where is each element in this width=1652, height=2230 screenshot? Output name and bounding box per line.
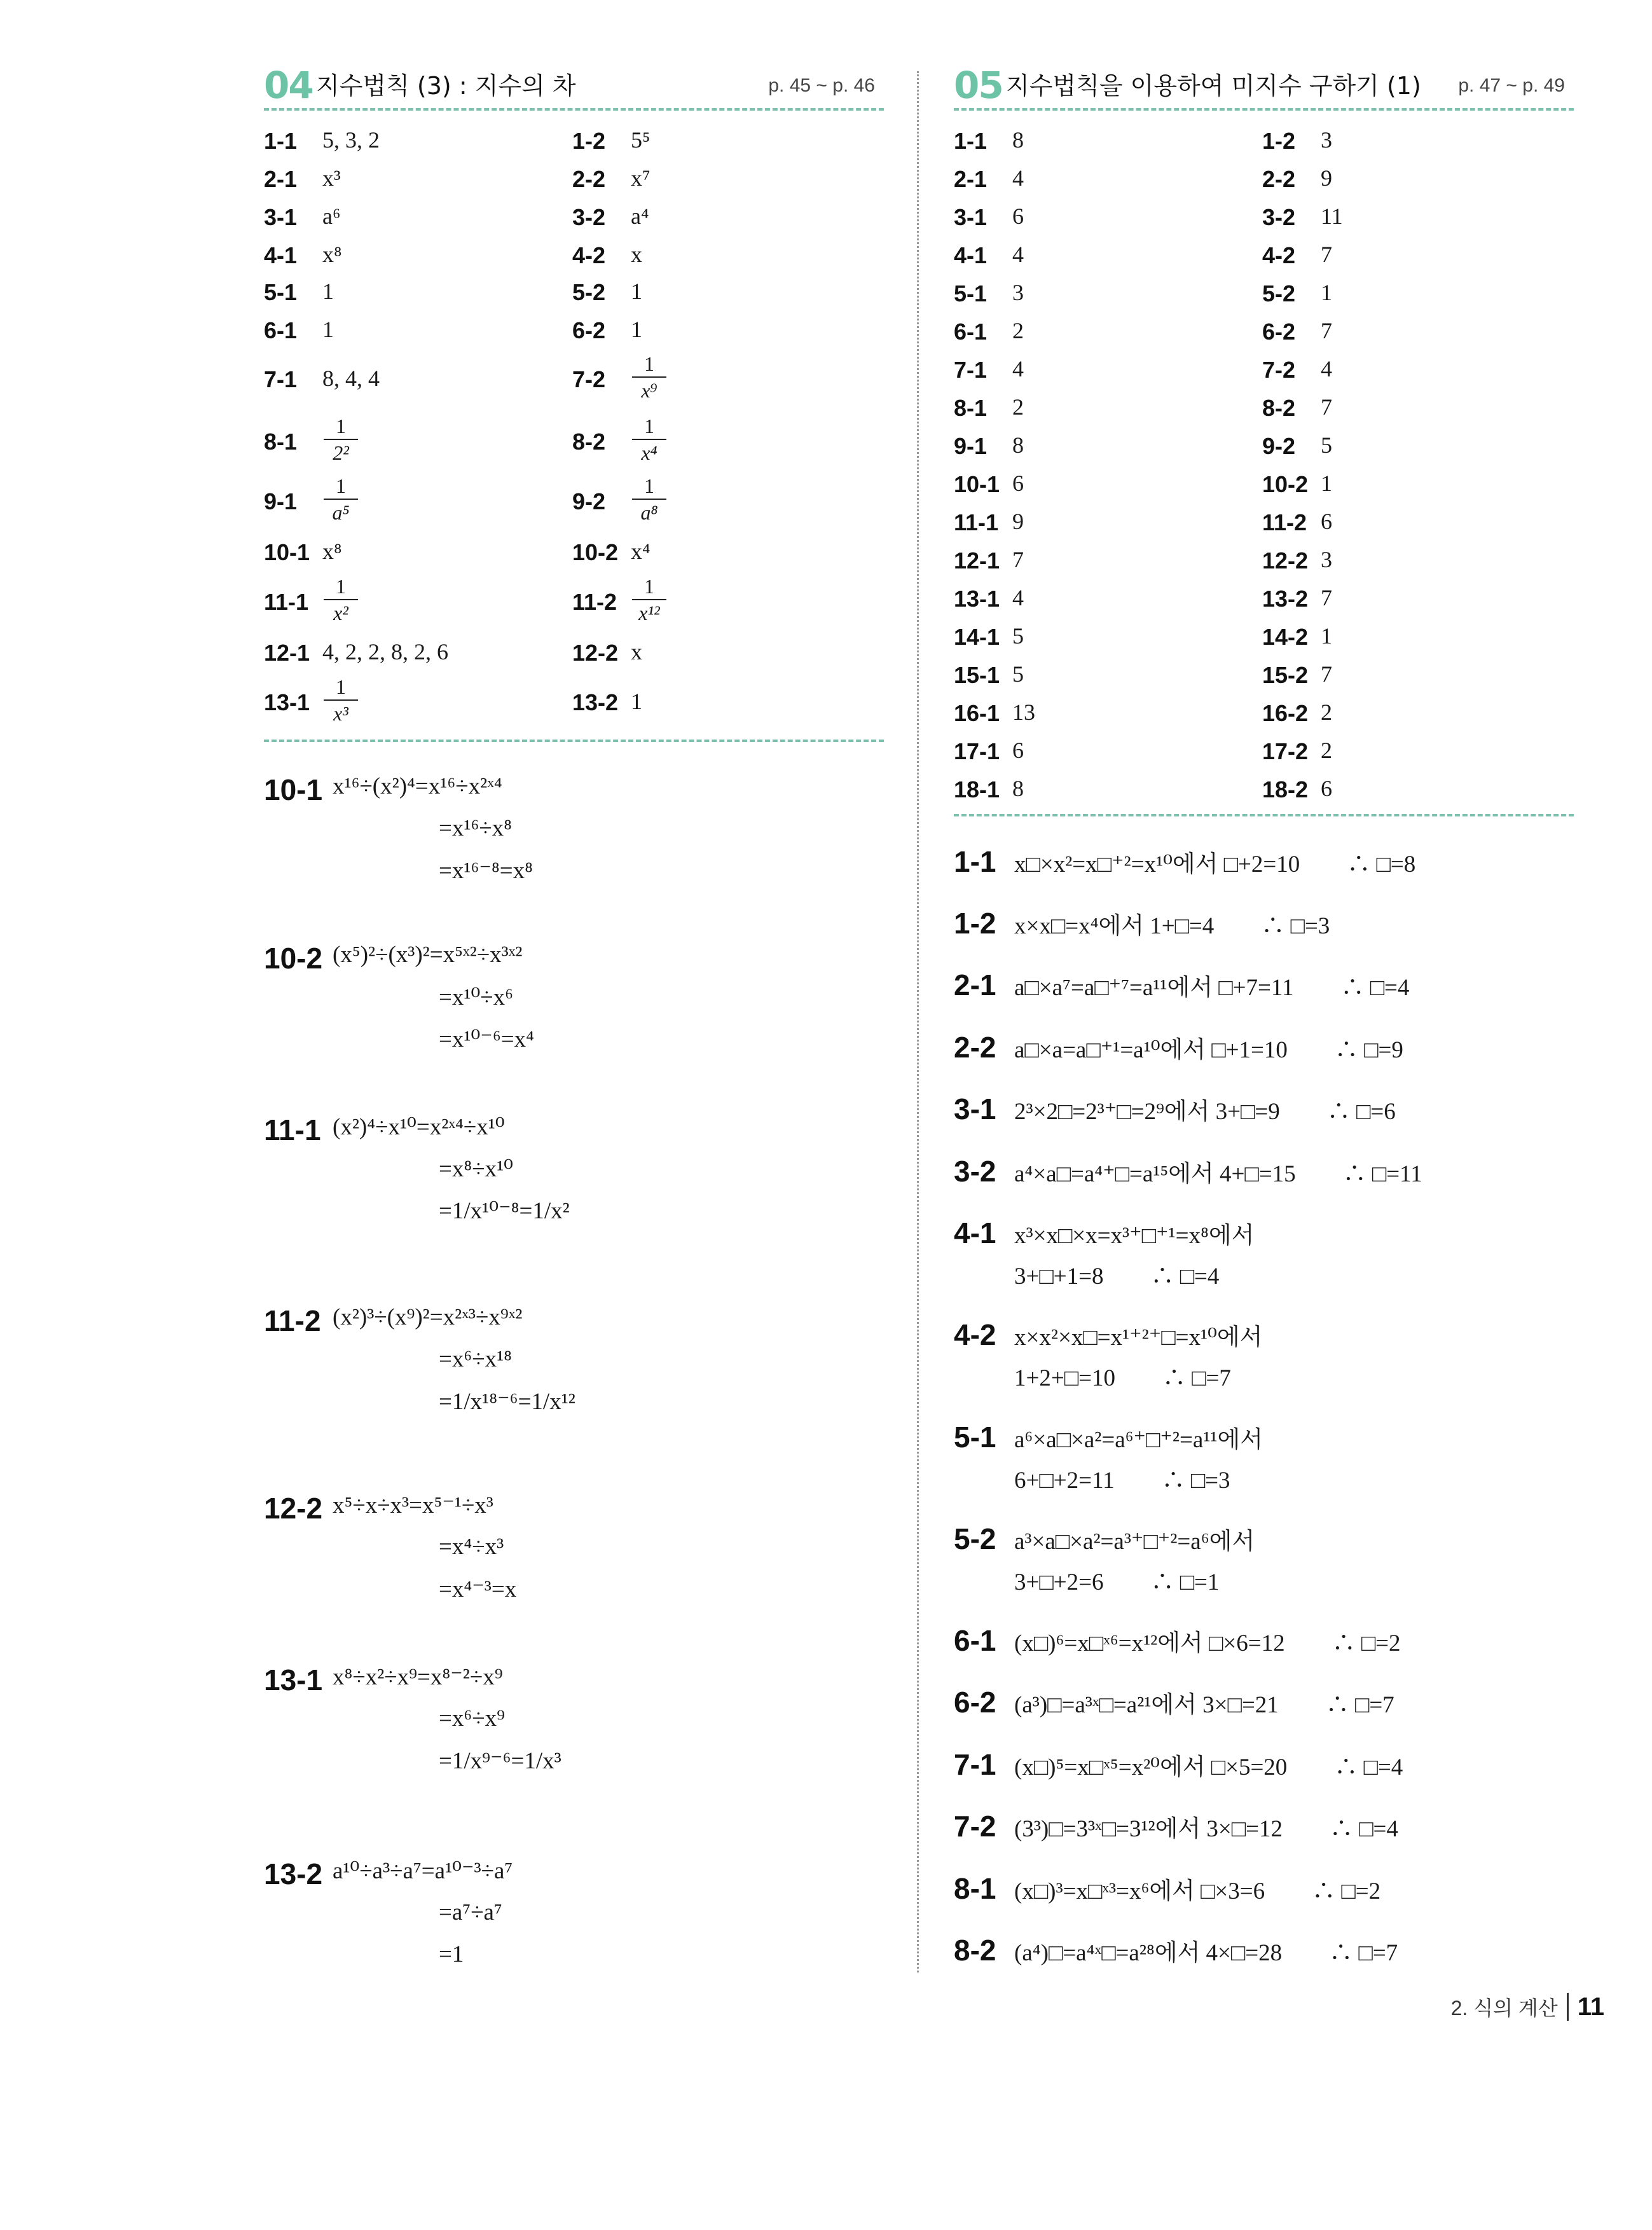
answer-label: 7-2 bbox=[1262, 357, 1296, 383]
solution-line: (3³)□=3³ˣ□=3¹²에서 3×□=12 ∴ □=4 bbox=[1014, 1816, 1398, 1842]
section-04-header bbox=[264, 64, 884, 111]
solution-label: 3-1 bbox=[954, 1092, 996, 1125]
answer-label: 1-1 bbox=[954, 128, 988, 154]
answer-value: 2 bbox=[1012, 394, 1024, 420]
answer-label: 12-2 bbox=[1262, 547, 1309, 574]
answer-label: 2-2 bbox=[572, 166, 606, 192]
answer-label: 2-2 bbox=[1262, 166, 1296, 192]
answer-fraction bbox=[632, 413, 666, 465]
answer-value: 1 bbox=[1321, 471, 1332, 496]
answer-value: 4, 2, 2, 8, 2, 6 bbox=[322, 639, 448, 664]
answer-value: x⁴ bbox=[631, 539, 650, 564]
solution-line: 6+□+2=11 ∴ □=3 bbox=[1014, 1468, 1230, 1494]
answer-label: 3-2 bbox=[1262, 204, 1296, 230]
solution-line: a³×a□×a²=a³⁺□⁺²=a⁶에서 bbox=[1014, 1529, 1255, 1555]
section-number: 05 bbox=[954, 64, 1003, 107]
answer-label: 12-1 bbox=[264, 640, 310, 666]
answer-label: 17-1 bbox=[954, 738, 1000, 764]
answer-label: 13-2 bbox=[1262, 586, 1309, 612]
solution-line: x¹⁶÷(x²)⁴=x¹⁶÷x²ˣ⁴ bbox=[333, 773, 502, 799]
fraction-numerator: 1 bbox=[632, 574, 666, 600]
answer-value: 11 bbox=[1321, 203, 1343, 229]
fraction-numerator: 1 bbox=[324, 674, 358, 701]
answer-label: 2-1 bbox=[954, 166, 988, 192]
solution-line: =1/x⁹⁻⁶=1/x³ bbox=[439, 1748, 561, 1774]
solution-label: 8-2 bbox=[954, 1934, 996, 1967]
answer-label: 4-2 bbox=[572, 242, 606, 268]
answer-label: 7-1 bbox=[954, 357, 988, 383]
answer-label: 11-2 bbox=[572, 589, 617, 615]
answer-value: 5, 3, 2 bbox=[322, 127, 380, 153]
solution-line: (x²)³÷(x⁹)²=x²ˣ³÷x⁹ˣ² bbox=[333, 1304, 523, 1330]
answer-label: 3-2 bbox=[572, 204, 606, 230]
answer-value: 4 bbox=[1012, 165, 1024, 191]
answer-value: 1 bbox=[1321, 280, 1332, 305]
answer-label: 15-1 bbox=[954, 662, 1000, 688]
solution-line: =x⁶÷x⁹ bbox=[439, 1705, 505, 1731]
answer-label: 4-1 bbox=[954, 242, 988, 268]
answer-value: x⁸ bbox=[322, 242, 342, 267]
answer-value: 2 bbox=[1012, 318, 1024, 343]
solution-label: 10-1 bbox=[264, 773, 323, 806]
section-title: 지수법칙을 이용하여 미지수 구하기 (1) bbox=[1006, 72, 1421, 100]
answer-label: 7-2 bbox=[572, 366, 606, 392]
answer-value: 1 bbox=[631, 689, 642, 714]
answer-label: 6-2 bbox=[1262, 319, 1296, 345]
answer-label: 1-2 bbox=[572, 128, 606, 154]
solution-line: =x¹⁶÷x⁸ bbox=[439, 815, 513, 841]
answer-value: 5 bbox=[1321, 432, 1332, 458]
answer-label: 6-1 bbox=[264, 317, 298, 343]
answer-label: 12-2 bbox=[572, 640, 619, 666]
answer-value: 6 bbox=[1321, 776, 1332, 801]
solution-label: 6-1 bbox=[954, 1624, 996, 1657]
fraction-numerator: 1 bbox=[324, 473, 358, 500]
solution-line: x×x²×x□=x¹⁺²⁺□=x¹⁰에서 bbox=[1014, 1325, 1263, 1351]
answer-label: 1-1 bbox=[264, 128, 298, 154]
solution-label: 4-2 bbox=[954, 1318, 996, 1351]
answer-value: 1 bbox=[631, 317, 642, 342]
answer-value: 7 bbox=[1321, 585, 1332, 610]
answer-label: 13-2 bbox=[572, 689, 619, 715]
solution-line: a□×a⁷=a□⁺⁷=a¹¹에서 □+7=11 ∴ □=4 bbox=[1014, 975, 1410, 1001]
solution-line: =x¹⁰⁻⁶=x⁴ bbox=[439, 1026, 534, 1052]
answer-value: 2 bbox=[1321, 738, 1332, 763]
answer-value: 4 bbox=[1012, 356, 1024, 382]
answer-value: 4 bbox=[1012, 242, 1024, 267]
solution-line: x⁵÷x÷x³=x⁵⁻¹÷x³ bbox=[333, 1492, 493, 1518]
answer-value: 6 bbox=[1012, 738, 1024, 763]
answer-value: 8 bbox=[1012, 432, 1024, 458]
answer-label: 6-2 bbox=[572, 317, 606, 343]
solution-line: 1+2+□=10 ∴ □=7 bbox=[1014, 1365, 1231, 1391]
answer-label: 11-1 bbox=[264, 589, 309, 615]
answer-value: 1 bbox=[1321, 623, 1332, 649]
solution-line: =a⁷÷a⁷ bbox=[439, 1899, 502, 1925]
solution-line: a⁴×a□=a⁴⁺□=a¹⁵에서 4+□=15 ∴ □=11 bbox=[1014, 1161, 1422, 1187]
solution-label: 8-1 bbox=[954, 1872, 996, 1905]
answer-label: 8-2 bbox=[1262, 395, 1296, 421]
section-number: 04 bbox=[264, 64, 313, 107]
answer-label: 10-2 bbox=[1262, 471, 1309, 497]
solution-line: a⁶×a□×a²=a⁶⁺□⁺²=a¹¹에서 bbox=[1014, 1427, 1263, 1453]
section-title: 지수법칙 (3) : 지수의 차 bbox=[316, 72, 576, 100]
answer-label: 16-1 bbox=[954, 700, 1000, 726]
answer-label: 11-1 bbox=[954, 509, 999, 535]
solution-line: =x⁶÷x¹⁸ bbox=[439, 1346, 513, 1372]
answer-value: 8 bbox=[1012, 127, 1024, 153]
answer-label: 1-2 bbox=[1262, 128, 1296, 154]
solution-line: (x□)⁶=x□ˣ⁶=x¹²에서 □×6=12 ∴ □=2 bbox=[1014, 1630, 1401, 1656]
answer-value: 7 bbox=[1321, 242, 1332, 267]
solution-label: 3-2 bbox=[954, 1155, 996, 1188]
answer-value: 6 bbox=[1012, 471, 1024, 496]
solution-line: =x¹⁰÷x⁶ bbox=[439, 984, 513, 1010]
solution-line: (x⁵)²÷(x³)²=x⁵ˣ²÷x³ˣ² bbox=[333, 942, 523, 968]
fraction-denominator: x⁹ bbox=[641, 379, 657, 402]
answer-label: 13-1 bbox=[954, 586, 1000, 612]
answer-value: 1 bbox=[322, 317, 334, 342]
solution-line: a□×a=a□⁺¹=a¹⁰에서 □+1=10 ∴ □=9 bbox=[1014, 1037, 1403, 1063]
answer-value: 3 bbox=[1321, 127, 1332, 153]
fraction-denominator: 2² bbox=[333, 441, 349, 464]
answer-value: 3 bbox=[1012, 280, 1024, 305]
answer-label: 5-1 bbox=[954, 280, 988, 306]
fraction-denominator: a⁸ bbox=[640, 501, 658, 524]
page-number: 11 bbox=[1567, 1993, 1604, 2021]
answer-label: 10-1 bbox=[264, 539, 310, 565]
solution-line: (x□)³=x□ˣ³=x⁶에서 □×3=6 ∴ □=2 bbox=[1014, 1878, 1381, 1904]
answer-value: x³ bbox=[322, 165, 341, 191]
answer-fraction bbox=[324, 674, 358, 726]
answer-value: 4 bbox=[1321, 356, 1332, 382]
solution-label: 12-2 bbox=[264, 1492, 323, 1525]
answer-value: 8, 4, 4 bbox=[322, 366, 380, 391]
answer-value: x bbox=[631, 639, 642, 664]
answer-label: 4-1 bbox=[264, 242, 298, 268]
solution-line: =x⁸÷x¹⁰ bbox=[439, 1156, 513, 1182]
answer-value: 4 bbox=[1012, 585, 1024, 610]
answer-value: a⁶ bbox=[322, 203, 341, 229]
answer-label: 10-1 bbox=[954, 471, 1000, 497]
fraction-numerator: 1 bbox=[632, 473, 666, 500]
answer-value: 7 bbox=[1321, 394, 1332, 420]
solution-label: 4-1 bbox=[954, 1216, 996, 1249]
answer-label: 18-2 bbox=[1262, 776, 1309, 802]
column-divider bbox=[917, 71, 919, 1972]
answer-value: 13 bbox=[1012, 699, 1035, 725]
solution-line: =x¹⁶⁻⁸=x⁸ bbox=[439, 858, 533, 884]
answer-label: 3-1 bbox=[954, 204, 988, 230]
solution-line: =1/x¹⁰⁻⁸=1/x² bbox=[439, 1198, 570, 1224]
fraction-numerator: 1 bbox=[324, 413, 358, 440]
solution-line: 3+□+1=8 ∴ □=4 bbox=[1014, 1263, 1220, 1290]
solution-label: 11-1 bbox=[264, 1113, 321, 1146]
answer-label: 13-1 bbox=[264, 689, 310, 715]
fraction-denominator: a⁵ bbox=[332, 501, 350, 524]
answer-fraction bbox=[632, 574, 666, 626]
solution-label: 7-2 bbox=[954, 1810, 996, 1843]
solution-label: 1-2 bbox=[954, 907, 996, 940]
answer-value: 7 bbox=[1321, 318, 1332, 343]
answer-value: 9 bbox=[1012, 509, 1024, 534]
section-pages: p. 47 ~ p. 49 bbox=[1458, 75, 1565, 96]
solution-line: x×x□=x⁴에서 1+□=4 ∴ □=3 bbox=[1014, 913, 1330, 939]
solution-line: 2³×2□=2³⁺□=2⁹에서 3+□=9 ∴ □=6 bbox=[1014, 1099, 1396, 1125]
answer-value: 1 bbox=[631, 279, 642, 304]
solution-label: 11-2 bbox=[264, 1304, 321, 1337]
answer-value: x⁸ bbox=[322, 539, 342, 564]
answer-label: 3-1 bbox=[264, 204, 298, 230]
solution-line: x⁸÷x²÷x⁹=x⁸⁻²÷x⁹ bbox=[333, 1664, 503, 1690]
fraction-numerator: 1 bbox=[632, 413, 666, 440]
fraction-numerator: 1 bbox=[324, 574, 358, 600]
answer-label: 16-2 bbox=[1262, 700, 1309, 726]
answer-label: 2-1 bbox=[264, 166, 298, 192]
answer-value: x bbox=[631, 242, 642, 267]
solution-line: a¹⁰÷a³÷a⁷=a¹⁰⁻³÷a⁷ bbox=[333, 1858, 513, 1884]
chapter-title: 2. 식의 계산 bbox=[1450, 1997, 1558, 2020]
answer-label: 4-2 bbox=[1262, 242, 1296, 268]
answer-fraction bbox=[632, 351, 666, 403]
answer-label: 11-2 bbox=[1262, 509, 1307, 535]
answer-label: 10-2 bbox=[572, 539, 619, 565]
solution-label: 5-1 bbox=[954, 1421, 996, 1454]
answer-label: 8-2 bbox=[572, 429, 606, 455]
section-04-divider bbox=[264, 740, 884, 742]
answer-fraction bbox=[324, 574, 358, 626]
solution-line: (a³)□=a³ˣ□=a²¹에서 3×□=21 ∴ □=7 bbox=[1014, 1692, 1394, 1718]
solution-label: 13-2 bbox=[264, 1857, 323, 1890]
solution-line: x□×x²=x□⁺²=x¹⁰에서 □+2=10 ∴ □=8 bbox=[1014, 851, 1416, 878]
answer-label: 18-1 bbox=[954, 776, 1000, 802]
answer-label: 15-2 bbox=[1262, 662, 1309, 688]
fraction-denominator: x⁴ bbox=[641, 441, 657, 464]
fraction-denominator: x² bbox=[333, 602, 348, 624]
solution-label: 1-1 bbox=[954, 845, 996, 878]
answer-value: a⁴ bbox=[631, 203, 649, 229]
answer-label: 9-1 bbox=[264, 488, 298, 514]
section-05-divider bbox=[954, 814, 1574, 816]
solution-label: 7-1 bbox=[954, 1748, 996, 1781]
answer-label: 14-2 bbox=[1262, 624, 1309, 650]
answer-value: 8 bbox=[1012, 776, 1024, 801]
solution-label: 13-1 bbox=[264, 1663, 323, 1697]
solution-line: =x⁴⁻³=x bbox=[439, 1576, 517, 1602]
section-05-header bbox=[954, 64, 1574, 111]
solution-line: (x□)⁵=x□ˣ⁵=x²⁰에서 □×5=20 ∴ □=4 bbox=[1014, 1754, 1403, 1780]
answer-value: 7 bbox=[1012, 547, 1024, 572]
answer-value: 9 bbox=[1321, 165, 1332, 191]
answer-fraction bbox=[324, 413, 358, 465]
page-footer bbox=[1451, 1992, 1604, 2021]
answer-label: 5-2 bbox=[572, 279, 606, 305]
solution-line: =1 bbox=[439, 1941, 464, 1967]
solution-line: (x²)⁴÷x¹⁰=x²ˣ⁴÷x¹⁰ bbox=[333, 1114, 505, 1140]
answer-value: 6 bbox=[1012, 203, 1024, 229]
answer-value: 3 bbox=[1321, 547, 1332, 572]
solution-label: 5-2 bbox=[954, 1522, 996, 1555]
fraction-numerator: 1 bbox=[632, 351, 666, 378]
answer-label: 9-1 bbox=[954, 433, 988, 459]
solution-line: 3+□+2=6 ∴ □=1 bbox=[1014, 1569, 1220, 1595]
solution-label: 2-1 bbox=[954, 968, 996, 1001]
answer-label: 6-1 bbox=[954, 319, 988, 345]
solution-label: 10-2 bbox=[264, 942, 323, 975]
solution-line: (a⁴)□=a⁴ˣ□=a²⁸에서 4×□=28 ∴ □=7 bbox=[1014, 1940, 1398, 1966]
answer-fraction bbox=[632, 473, 666, 525]
answer-label: 12-1 bbox=[954, 547, 1000, 574]
fraction-denominator: x³ bbox=[333, 702, 348, 725]
answer-label: 9-2 bbox=[572, 488, 606, 514]
answer-value: 1 bbox=[322, 279, 334, 304]
solution-line: =1/x¹⁸⁻⁶=1/x¹² bbox=[439, 1389, 575, 1415]
solution-label: 6-2 bbox=[954, 1686, 996, 1719]
answer-value: x⁷ bbox=[631, 165, 650, 191]
answer-fraction bbox=[324, 473, 358, 525]
answer-label: 17-2 bbox=[1262, 738, 1309, 764]
answer-label: 5-1 bbox=[264, 279, 298, 305]
solution-label: 2-2 bbox=[954, 1031, 996, 1064]
fraction-denominator: x¹² bbox=[638, 602, 660, 624]
solution-line: x³×x□×x=x³⁺□⁺¹=x⁸에서 bbox=[1014, 1223, 1255, 1249]
answer-value: 5 bbox=[1012, 623, 1024, 649]
answer-value: 5⁵ bbox=[631, 127, 650, 153]
solution-line: =x⁴÷x³ bbox=[439, 1534, 504, 1560]
answer-label: 7-1 bbox=[264, 366, 298, 392]
answer-label: 9-2 bbox=[1262, 433, 1296, 459]
answer-label: 14-1 bbox=[954, 624, 1000, 650]
answer-value: 6 bbox=[1321, 509, 1332, 534]
answer-label: 8-1 bbox=[264, 429, 298, 455]
answer-value: 5 bbox=[1012, 661, 1024, 687]
answer-label: 8-1 bbox=[954, 395, 988, 421]
answer-value: 7 bbox=[1321, 661, 1332, 687]
answer-label: 5-2 bbox=[1262, 280, 1296, 306]
section-pages: p. 45 ~ p. 46 bbox=[768, 75, 875, 96]
answer-value: 2 bbox=[1321, 699, 1332, 725]
